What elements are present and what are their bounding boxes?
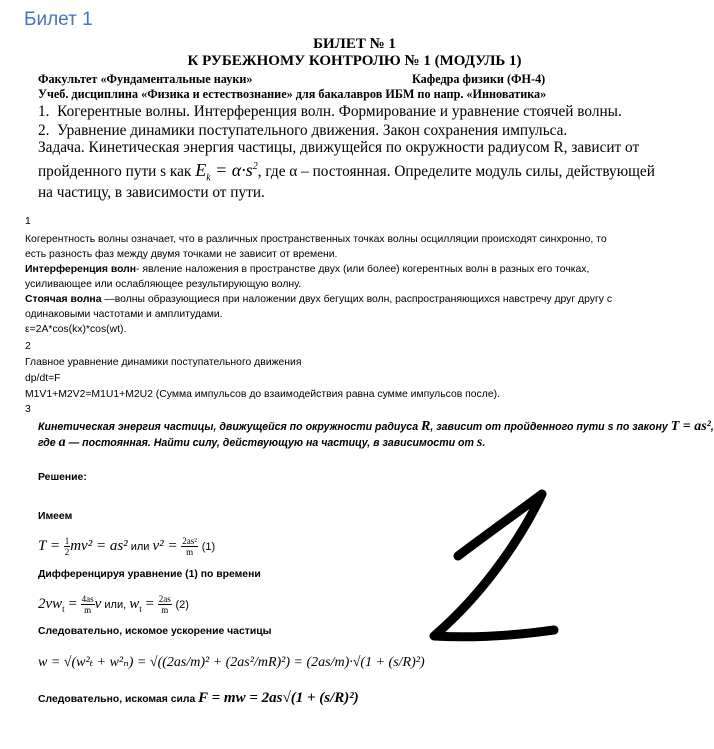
differentiate-label: Дифференцируя уравнение (1) по времени bbox=[38, 569, 261, 580]
task-line-3: на частицу, в зависимости от пути. bbox=[38, 184, 265, 201]
answer-1-line-3-text: - явление наложения в пространстве двух (или более) когерентных волн в разных его точках, bbox=[136, 264, 590, 275]
answer-1-line-3 bbox=[25, 264, 589, 275]
task-formula-e: E bbox=[195, 160, 207, 180]
eq1-part-b: mv² = as² bbox=[70, 537, 128, 554]
answer-2-number: 2 bbox=[25, 341, 31, 352]
problem-stmt-s: s bbox=[476, 435, 483, 450]
problem-stmt-1a: Кинетическая энергия частицы, движущейся по окружности радиуса bbox=[38, 421, 422, 433]
eq2-sub2: t bbox=[139, 603, 142, 614]
force-equation: F = mw = 2as√(1 + (s/R)²) bbox=[198, 690, 359, 706]
eq2-frac-num: 4as bbox=[81, 594, 94, 604]
eq2-v: v bbox=[94, 595, 102, 612]
answer-3-number: 3 bbox=[25, 404, 31, 415]
eq1-part-a: T = bbox=[38, 537, 64, 554]
discipline: Учеб. дисциплина «Физика и естествознание» для бакалавров ИБМ по напр. «Инноватика» bbox=[38, 87, 547, 101]
question-2-number: 2. bbox=[38, 122, 50, 139]
equation-1 bbox=[38, 536, 215, 557]
acceleration-label: Следовательно, искомое ускорение частицы bbox=[38, 626, 272, 637]
force-line bbox=[38, 690, 359, 707]
task-line-2-start: пройденного пути s как bbox=[38, 163, 192, 180]
eq2-frac bbox=[81, 594, 95, 615]
problem-stmt-2a: где bbox=[38, 437, 59, 449]
answer-1-line-1-text: означает, что в различных пространственных точках волны осцилляции происходят синхронно, то bbox=[128, 234, 607, 245]
answer-2-line-1: Главное уравнение динамики поступательного движения bbox=[25, 357, 302, 368]
task-formula-pow: 2 bbox=[252, 161, 258, 172]
task-line-1: Задача. Кинетическая энергия частицы, движущейся по окружности радиусом R, зависит от bbox=[38, 139, 640, 156]
eq1-half-num: 1 bbox=[64, 536, 70, 546]
problem-stmt-2c: . bbox=[482, 437, 486, 449]
equation-3: w = √(w²ₜ + w²ₙ) = √((2as/m)² + (2as²/mR)²) = (2as/m)·√(1 + (s/R)²) bbox=[38, 655, 425, 670]
solution-label: Решение: bbox=[38, 472, 87, 483]
eq2-part-a: 2vw bbox=[38, 595, 63, 612]
eq2-frac-den: m bbox=[84, 605, 92, 615]
problem-stmt-2b: — постоянная. Найти силу, действующую на частицу, в зависимости от bbox=[65, 437, 477, 449]
problem-statement-line-1 bbox=[38, 419, 714, 435]
department: Кафедра физики (ФН-4) bbox=[412, 72, 546, 86]
force-label: Следовательно, искомая сила bbox=[38, 694, 199, 705]
question-1-number: 1. bbox=[38, 103, 50, 120]
task-formula bbox=[195, 160, 258, 184]
eq1-frac-den: m bbox=[186, 547, 194, 557]
eq1-frac bbox=[181, 536, 198, 557]
answer-1-number: 1 bbox=[25, 216, 31, 227]
answer-2-line-2: dp/dt=F bbox=[25, 373, 61, 384]
handwritten-digit-one-icon bbox=[420, 488, 560, 648]
eq2-frac2-num: 2as bbox=[158, 594, 171, 604]
eq2-eq: = bbox=[64, 595, 81, 612]
eq2-or: или, bbox=[101, 598, 130, 611]
eq1-or: или bbox=[127, 540, 153, 553]
problem-stmt-formula: T = as² bbox=[670, 419, 711, 434]
document-title: Билет 1 bbox=[24, 9, 93, 30]
task-formula-rhs: = α·s bbox=[210, 160, 253, 180]
eq2-sub: t bbox=[62, 603, 65, 614]
problem-statement-line-2 bbox=[38, 435, 485, 451]
equation-2 bbox=[38, 594, 189, 615]
eq2-frac2-den: m bbox=[161, 605, 169, 615]
question-1 bbox=[38, 103, 622, 121]
answer-1-line-5-text: —волны образующиеся при наложении двух бегущих волн, распространяющихся навстречу друг другу с bbox=[101, 294, 613, 305]
ticket-number: БИЛЕТ № 1 bbox=[313, 36, 396, 52]
problem-stmt-a: a bbox=[58, 435, 66, 450]
eq2-frac2 bbox=[158, 594, 172, 615]
task-line-2-end: , где α – постоянная. Определите модуль силы, действующей bbox=[257, 163, 655, 180]
eq2-eq2: = bbox=[141, 595, 158, 612]
eq1-tag: (1) bbox=[201, 540, 216, 553]
answer-1-line-5 bbox=[25, 294, 612, 305]
eq1-half-den: 2 bbox=[64, 547, 70, 557]
answer-1-line-4: усиливающее или ослабляющее результирующую волну. bbox=[25, 279, 302, 290]
eq2-w: w bbox=[129, 595, 140, 612]
question-2 bbox=[38, 122, 567, 140]
task-formula-sub: k bbox=[206, 172, 211, 184]
question-2-text: Уравнение динамики поступательного движения. Закон сохранения импульса. bbox=[57, 122, 568, 139]
answer-1-line-7: ε=2A*cos(kx)*cos(wt). bbox=[25, 324, 127, 335]
answer-1-line-1 bbox=[25, 234, 607, 245]
eq2-tag: (2) bbox=[175, 598, 189, 611]
eq1-frac-num: 2as² bbox=[182, 536, 197, 546]
answer-1-line-6: одинаковыми частотами и амплитудами. bbox=[25, 309, 223, 320]
faculty: Факультет «Фундаментальные науки» bbox=[38, 72, 253, 86]
task-line-2 bbox=[38, 160, 655, 184]
problem-stmt-1b: , зависит от пройденного пути s по закону bbox=[430, 421, 671, 433]
problem-stmt-1c: , bbox=[710, 421, 714, 433]
answer-1-line-2: есть разность фаз между двумя точками не зависит от времени. bbox=[25, 249, 338, 260]
term-standing-wave: Стоячая волна bbox=[25, 294, 102, 305]
problem-stmt-r: R bbox=[421, 419, 431, 434]
term-interference: Интерференция волн bbox=[25, 264, 137, 275]
question-1-text: Когерентные волны. Интерференция волн. Формирование и уравнение стоячей волны. bbox=[57, 103, 622, 120]
have-label: Имеем bbox=[38, 511, 73, 522]
ticket-subtitle: К РУБЕЖНОМУ КОНТРОЛЮ № 1 (МОДУЛЬ 1) bbox=[187, 53, 522, 69]
answer-2-line-3: M1V1+M2V2=M1U1+M2U2 (Сумма импульсов до взаимодействия равна сумме импульсов после). bbox=[25, 389, 500, 400]
term-coherence: Когерентность волны bbox=[25, 234, 129, 245]
eq1-part-c: v² = bbox=[152, 537, 182, 554]
